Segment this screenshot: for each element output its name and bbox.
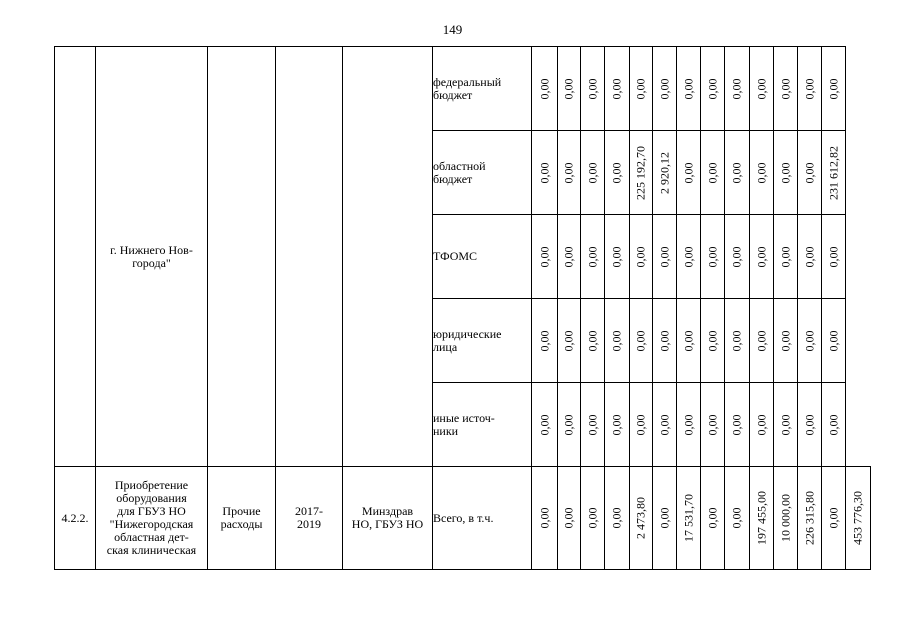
value-cell [798, 467, 822, 570]
value-cell [798, 383, 822, 467]
value-text: 0,00 [826, 330, 840, 351]
value-text: 197 455,00 [754, 491, 768, 545]
table-row [55, 467, 871, 570]
value-cell [725, 383, 750, 467]
value-text: 231 612,82 [826, 145, 840, 200]
value-text: 0,00 [778, 162, 792, 183]
value-cell [605, 215, 630, 299]
value-cell [532, 299, 558, 383]
value-text: 0,00 [729, 246, 744, 267]
number-cell-continued [55, 47, 96, 467]
value-cell [677, 131, 701, 215]
value-text: 0,00 [585, 507, 599, 529]
value-text: 0,00 [826, 507, 840, 529]
value-cell [750, 467, 774, 570]
value-text: 0,00 [681, 246, 695, 267]
value-cell [532, 131, 558, 215]
value-cell [677, 467, 701, 570]
value-text: 0,00 [609, 78, 624, 99]
value-text: 0,00 [537, 78, 551, 99]
value-cell [532, 467, 558, 570]
executor-cell-continued [343, 47, 433, 467]
value-cell [774, 47, 798, 131]
value-text: 0,00 [754, 414, 768, 435]
value-text: 0,00 [778, 414, 792, 435]
value-text: 0,00 [681, 78, 695, 99]
value-cell [677, 215, 701, 299]
value-cell [774, 299, 798, 383]
value-text: 0,00 [705, 78, 719, 99]
value-text: 0,00 [585, 162, 599, 183]
value-cell [630, 131, 653, 215]
value-text: 0,00 [609, 414, 624, 435]
value-cell [798, 215, 822, 299]
value-cell [725, 47, 750, 131]
value-text: 0,00 [537, 330, 551, 351]
value-text: 0,00 [754, 330, 768, 351]
value-cell [822, 47, 846, 131]
value-cell [532, 383, 558, 467]
value-text: 0,00 [705, 162, 719, 183]
value-text: 453 776,30 [850, 491, 865, 545]
value-cell [605, 47, 630, 131]
value-cell [701, 299, 725, 383]
value-cell [701, 131, 725, 215]
expense-type-cell-continued [208, 47, 276, 467]
value-text: 10 000,00 [778, 494, 792, 542]
value-cell [605, 299, 630, 383]
value-cell [774, 383, 798, 467]
value-cell [558, 467, 581, 570]
value-cell [677, 47, 701, 131]
value-text: 0,00 [729, 78, 744, 99]
value-text: 226 315,80 [802, 491, 816, 545]
value-text: 0,00 [633, 414, 648, 435]
value-cell [822, 215, 846, 299]
value-cell [630, 383, 653, 467]
value-cell [822, 467, 846, 570]
value-cell [558, 299, 581, 383]
value-cell [750, 299, 774, 383]
value-cell [630, 467, 653, 570]
funding-source-federal: федеральный бюджет [433, 47, 532, 131]
value-text: 0,00 [802, 246, 816, 267]
table-row [55, 47, 871, 131]
funding-source-regional: областной бюджет [433, 131, 532, 215]
value-cell [581, 215, 605, 299]
value-cell [653, 383, 677, 467]
value-text: 0,00 [657, 246, 671, 267]
value-cell [630, 47, 653, 131]
measure-name-cell-continued [96, 47, 208, 467]
value-text: 0,00 [561, 414, 576, 435]
value-text: 0,00 [826, 78, 840, 99]
value-text: 0,00 [633, 78, 648, 99]
value-cell [653, 131, 677, 215]
value-text: 0,00 [537, 414, 551, 435]
value-cell [558, 131, 581, 215]
value-cell [774, 467, 798, 570]
value-text: 0,00 [585, 78, 599, 99]
value-text: 0,00 [705, 414, 719, 435]
value-cell [750, 131, 774, 215]
period-cell-continued [276, 47, 343, 467]
value-text: 0,00 [802, 414, 816, 435]
value-text: 0,00 [778, 78, 792, 99]
value-text: 0,00 [705, 507, 719, 529]
value-text: 0,00 [705, 330, 719, 351]
value-text: 2 920,12 [657, 151, 671, 194]
value-cell [581, 383, 605, 467]
value-text: 0,00 [657, 507, 671, 529]
value-cell [798, 131, 822, 215]
value-cell [630, 299, 653, 383]
value-cell [750, 383, 774, 467]
value-text: 0,00 [729, 330, 744, 351]
value-text: 0,00 [826, 414, 840, 435]
value-cell [798, 47, 822, 131]
value-text: 0,00 [802, 162, 816, 183]
value-cell [701, 47, 725, 131]
value-cell [558, 215, 581, 299]
value-cell [822, 383, 846, 467]
expense-type-cell: Прочие расходы [208, 467, 276, 570]
value-text: 0,00 [778, 246, 792, 267]
value-cell [653, 47, 677, 131]
value-text: 0,00 [681, 330, 695, 351]
value-cell [725, 131, 750, 215]
funding-source-total: Всего, в т.ч. [433, 467, 532, 570]
value-text: 0,00 [681, 414, 695, 435]
value-text: 0,00 [561, 78, 576, 99]
value-cell [822, 299, 846, 383]
value-cell [581, 467, 605, 570]
value-cell [653, 467, 677, 570]
value-text: 0,00 [585, 414, 599, 435]
measure-name-cell: Приобретение оборудования для ГБУЗ НО "Нижегородская областная дет- ская клиническая [96, 467, 208, 570]
value-text: 0,00 [802, 78, 816, 99]
value-text: 0,00 [802, 330, 816, 351]
value-text: 0,00 [754, 162, 768, 183]
value-text: 0,00 [609, 246, 624, 267]
value-text: 0,00 [657, 78, 671, 99]
item-number-cell: 4.2.2. [55, 467, 96, 570]
value-cell [677, 383, 701, 467]
value-cell [532, 215, 558, 299]
value-text: 0,00 [537, 507, 551, 529]
measure-name-line: г. Нижнего Нов- [110, 242, 193, 257]
page-number: 149 [442, 22, 463, 37]
value-text: 0,00 [729, 414, 744, 435]
value-text: 0,00 [633, 330, 648, 351]
value-cell [774, 215, 798, 299]
value-text: 0,00 [561, 246, 576, 267]
value-text: 0,00 [537, 246, 551, 267]
value-text: 0,00 [729, 162, 744, 183]
value-text: 2 473,80 [633, 497, 648, 539]
value-text: 0,00 [754, 78, 768, 99]
value-text: 0,00 [585, 330, 599, 351]
value-cell [725, 467, 750, 570]
value-cell [774, 131, 798, 215]
funding-source-legal-entities: юридические лица [433, 299, 532, 383]
value-text: 0,00 [537, 162, 551, 183]
value-cell [605, 467, 630, 570]
value-text: 0,00 [561, 162, 576, 183]
value-cell [677, 299, 701, 383]
value-text: 0,00 [561, 507, 576, 529]
value-cell [558, 47, 581, 131]
value-cell [653, 215, 677, 299]
value-cell [822, 131, 846, 215]
funding-source-tfoms: ТФОМС [433, 215, 532, 299]
funding-source-other: иные источ- ники [433, 383, 532, 467]
budget-table [54, 46, 871, 570]
measure-name-line: города" [132, 255, 171, 270]
value-cell [725, 215, 750, 299]
value-text: 0,00 [681, 162, 695, 183]
value-text: 0,00 [657, 330, 671, 351]
value-text: 17 531,70 [681, 494, 695, 542]
value-text: 0,00 [826, 246, 840, 267]
value-cell [701, 383, 725, 467]
value-text: 0,00 [705, 246, 719, 267]
value-cell [581, 299, 605, 383]
value-text: 0,00 [778, 330, 792, 351]
value-text: 0,00 [657, 414, 671, 435]
value-cell [581, 131, 605, 215]
value-cell [581, 47, 605, 131]
value-cell [630, 215, 653, 299]
value-cell [532, 47, 558, 131]
value-cell [750, 215, 774, 299]
value-text: 225 192,70 [633, 145, 648, 200]
period-cell: 2017- 2019 [276, 467, 343, 570]
value-text: 0,00 [561, 330, 576, 351]
value-cell [701, 467, 725, 570]
value-text: 0,00 [609, 330, 624, 351]
value-text: 0,00 [633, 246, 648, 267]
value-text: 0,00 [754, 246, 768, 267]
value-text: 0,00 [609, 507, 624, 529]
executor-cell: Минздрав НО, ГБУЗ НО [343, 467, 433, 570]
value-text: 0,00 [585, 246, 599, 267]
value-cell [653, 299, 677, 383]
value-cell [725, 299, 750, 383]
value-cell [558, 383, 581, 467]
value-text: 0,00 [729, 507, 744, 529]
value-cell [605, 383, 630, 467]
value-cell [605, 131, 630, 215]
value-cell [750, 47, 774, 131]
value-cell [798, 299, 822, 383]
value-cell [701, 215, 725, 299]
value-cell [846, 467, 871, 570]
value-text: 0,00 [609, 162, 624, 183]
